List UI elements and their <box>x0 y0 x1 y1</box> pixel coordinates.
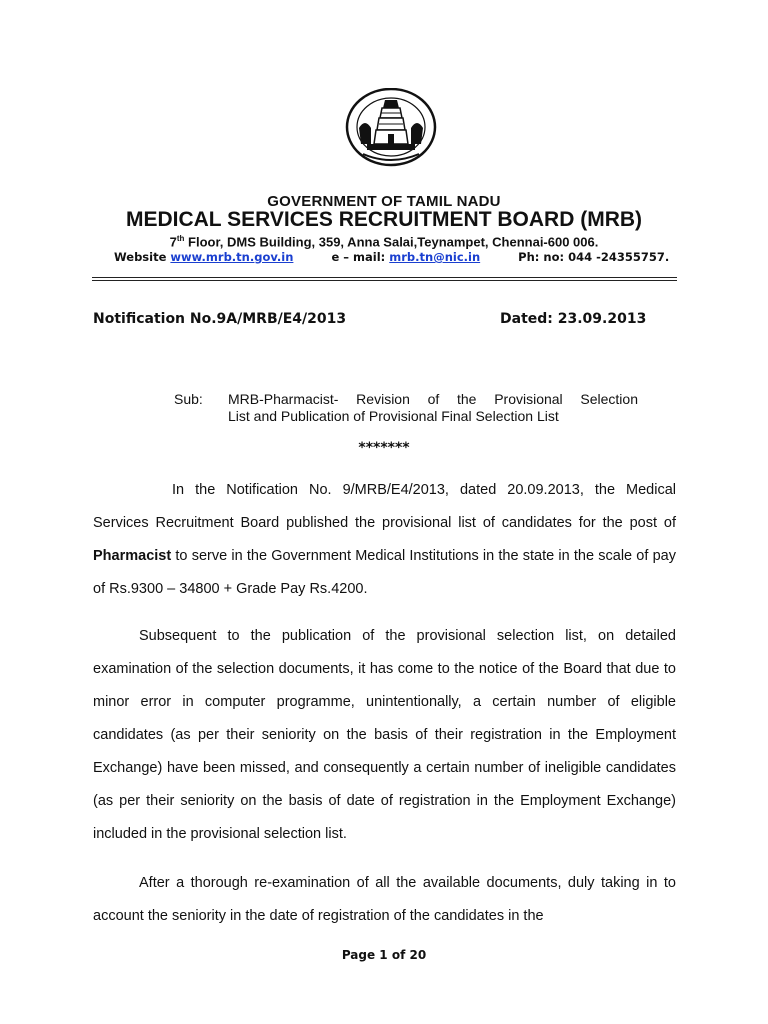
government-title: GOVERNMENT OF TAMIL NADU <box>267 193 501 210</box>
body-paragraph-1 <box>93 474 676 606</box>
page-footer <box>0 948 768 962</box>
subject-line-1: MRB-Pharmacist- Revision of the Provisional Selection <box>228 391 638 407</box>
email-label: e – mail: <box>331 250 390 264</box>
page-label: Page <box>341 948 380 962</box>
page-of: of <box>387 948 410 962</box>
post-name: Pharmacist <box>93 548 172 564</box>
page-total: 20 <box>409 948 427 962</box>
subject-line-2: List and Publication of Provisional Final Selection List <box>228 408 559 424</box>
paragraph-1-text-b: to serve in the Government Medical Institutions in the state in the scale of pay of Rs.9300 – 34800 + Grade Pay Rs.4200. <box>93 548 676 597</box>
email-link[interactable]: mrb.tn@nic.in <box>389 250 481 264</box>
body-paragraph-2: Subsequent to the publication of the provisional selection list, on detailed examination of the selection documents, it has come to the notice of the Board that due to minor error in computer programme, unintentionally, a certain number of eligible candidates (as per their seniority on the basis of their registration in the Employment Exchange) have been missed, and consequently a certain number of ineligible candidates (as per their seniority on the basis of date of registration in the Employment Exchange) included in the provisional selection list. <box>93 628 676 842</box>
body-paragraph-3: After a thorough re-examination of all the available documents, duly taking in to account the seniority in the date of registration of the candidates in the <box>93 875 676 924</box>
notification-number: Notification No.9A/MRB/E4/2013 <box>93 311 347 327</box>
section-separator: ******* <box>358 440 410 456</box>
board-address <box>0 234 768 249</box>
address-text: Floor, DMS Building, 359, Anna Salai,Teynampet, Chennai-600 006. <box>184 234 599 250</box>
subject-label: Sub: <box>174 391 203 407</box>
address-floor-suffix: th <box>176 234 185 243</box>
tamil-nadu-emblem <box>345 88 437 170</box>
website-link[interactable]: www.mrb.tn.gov.in <box>170 250 294 264</box>
contact-line <box>114 250 669 264</box>
page-number: 1 <box>379 948 388 962</box>
notification-date: Dated: 23.09.2013 <box>500 311 647 327</box>
header-divider-top <box>92 277 677 278</box>
phone-number: Ph: no: 044 -24355757. <box>518 250 670 264</box>
address-floor-number: 7 <box>169 234 177 250</box>
paragraph-1-text-a: In the Notification No. 9/MRB/E4/2013, dated 20.09.2013, the Medical Services Recruitment Board published the provisional list of candidates for the post of <box>93 482 676 531</box>
subject-text <box>228 391 638 425</box>
website-label: Website <box>114 250 171 264</box>
header-divider-bottom <box>92 280 677 281</box>
board-title: MEDICAL SERVICES RECRUITMENT BOARD (MRB) <box>125 208 643 231</box>
